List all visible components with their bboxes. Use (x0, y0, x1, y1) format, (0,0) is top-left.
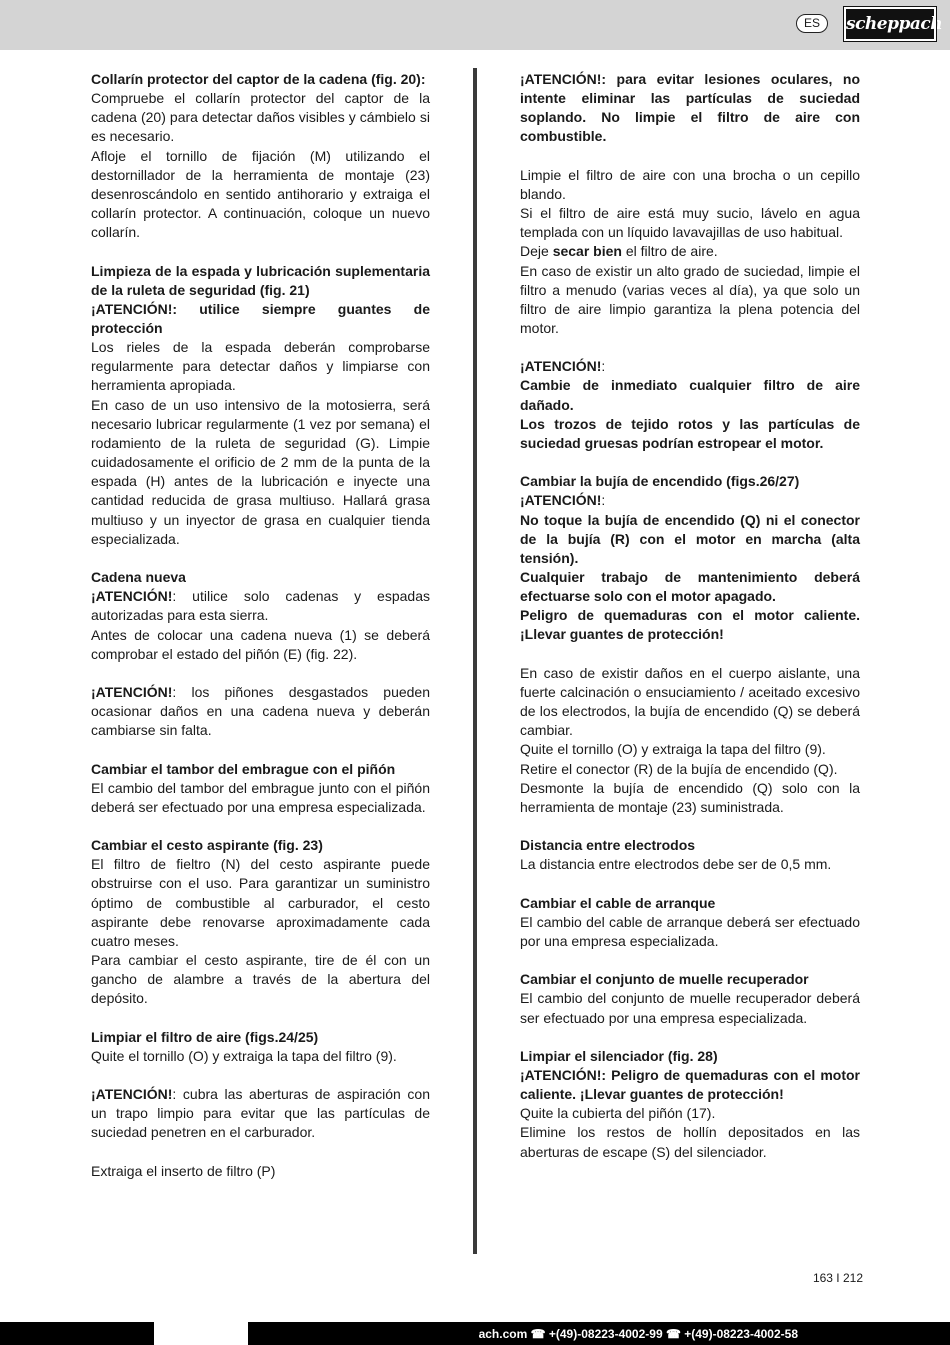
paragraph: El cambio del tambor del embrague junto con el piñón deberá ser efectuado por una empresa especializada. (91, 779, 430, 815)
section-title-air-filter: Limpiar el filtro de aire (figs.24/25) (91, 1028, 319, 1045)
warning-text: ¡ATENCIÓN!: Peligro de quemaduras con el motor caliente. ¡Llevar guantes de protección! (520, 1067, 860, 1103)
paragraph: El cambio del cable de arranque deberá ser efectuado por una empresa especializada. (520, 913, 860, 949)
warning-text: ¡ATENCIÓN!: cubra las aberturas de aspiración con un trapo limpio para evitar que las partículas de suciedad penetren en el carburador. (91, 1086, 430, 1141)
warning-text: Cambie de inmediato cualquier filtro de aire dañado. (520, 377, 860, 413)
section-title-suction-basket: Cambiar el cesto aspirante (fig. 23) (91, 837, 323, 854)
paragraph: Los rieles de la espada deberán comprobarse regularmente para detectar daños y limpiarse con herramienta apropiada. (91, 339, 430, 394)
paragraph: Extraiga el inserto de filtro (P) (91, 1162, 276, 1179)
section-title-recoil-spring: Cambiar el conjunto de muelle recuperador (520, 971, 809, 988)
section-title-starter-cable: Cambiar el cable de arranque (520, 894, 716, 911)
warning-text: ¡ATENCIÓN!: utilice solo cadenas y espadas autorizadas para esta sierra. (91, 588, 430, 624)
paragraph: La distancia entre electrodos debe ser de 0,5 mm. (520, 856, 832, 873)
language-badge: ES (796, 14, 828, 33)
section-title-spark-plug: Cambiar la bujía de encendido (figs.26/27) (520, 473, 800, 490)
paragraph: El cambio del conjunto de muelle recuperador deberá ser efectuado por una empresa especializada. (520, 990, 860, 1026)
paragraph: En caso de existir un alto grado de suciedad, limpie el filtro a menudo (varias veces al día), ya que solo un filtro de aire limpio garantiza la plena potencia del motor. (520, 262, 860, 337)
paragraph: Afloje el tornillo de fijación (M) utilizando el destornillador de la herramienta de montaje (23) desenroscándolo en sentido antihorario y extraiga el collarín protector. A continuación, coloque un nuevo collarín. (91, 147, 430, 241)
warning-text: ¡ATENCIÓN!: utilice siempre guantes de protección (91, 300, 430, 337)
section-title-chain-catcher: Collarín protector del captor de la cadena (fig. 20): (91, 71, 426, 87)
warning-text: ¡ATENCIÓN!: (520, 492, 606, 509)
column-divider (473, 68, 477, 1254)
paragraph: Quite el tornillo (O) y extraiga la tapa del filtro (9). (91, 1047, 397, 1064)
footer-bar-left (0, 1322, 154, 1345)
warning-text: ¡ATENCIÓN!: para evitar lesiones oculares, no intente eliminar las partículas de suciedad soplando. No limpie el filtro de aire con combustible. (520, 71, 860, 145)
paragraph: Quite la cubierta del piñón (17). (520, 1105, 716, 1122)
section-title-silencer: Limpiar el silenciador (fig. 28) (520, 1047, 718, 1064)
footer-contact: ach.com ☎ +(49)-08223-4002-99 ☎ +(49)-08223-4002-58 (478, 1327, 798, 1341)
warning-text: No toque la bujía de encendido (Q) ni el conector de la bujía (R) con el motor en marcha (alta tensión). (520, 511, 860, 566)
warning-text: Cualquier trabajo de mantenimiento deberá efectuarse solo con el motor apagado. (520, 569, 860, 605)
section-title-electrode-gap: Distancia entre electrodos (520, 837, 696, 854)
section-title-bar-cleaning: Limpieza de la espada y lubricación suplementaria de la ruleta de seguridad (fig. 21) (91, 262, 430, 298)
right-column (520, 70, 860, 1162)
warning-text: Los trozos de tejido rotos y las partículas de suciedad gruesas podrían estropear el motor. (520, 415, 860, 451)
paragraph: Desmonte la bujía de encendido (Q) solo con la herramienta de montaje (23) suministrada. (520, 779, 860, 815)
paragraph: Para cambiar el cesto aspirante, tire de él con un gancho de alambre a través de la abertura del depósito. (91, 952, 430, 1007)
left-column (91, 70, 430, 1181)
paragraph: Antes de colocar una cadena nueva (1) se deberá comprobar el estado del piñón (E) (fig. 22). (91, 626, 430, 662)
warning-text: ¡ATENCIÓN!: los piñones desgastados pueden ocasionar daños en una cadena nueva y deberán cambiarse sin falta. (91, 683, 430, 739)
section-title-clutch-drum: Cambiar el tambor del embrague con el piñón (91, 760, 396, 777)
section-title-new-chain: Cadena nueva (91, 569, 186, 586)
paragraph: Retire el conector (R) de la bujía de encendido (Q). (520, 760, 838, 777)
warning-text: ¡ATENCIÓN!: (520, 358, 606, 375)
paragraph: El filtro de fieltro (N) del cesto aspirante puede obstruirse con el uso. Para garantizar un suministro óptimo de combustible al carburador, el cesto aspirante debe renovarse aproximadamente cada cuatro meses. (91, 856, 430, 949)
warning-text: Peligro de quemaduras con el motor caliente. ¡Llevar guantes de protección! (520, 607, 860, 643)
paragraph: Si el filtro de aire está muy sucio, lávelo en agua templada con un líquido lavavajillas de uso habitual. (520, 205, 860, 241)
paragraph: Limpie el filtro de aire con una brocha o un cepillo blando. (520, 166, 860, 202)
page-number: 163 I 212 (812, 1271, 863, 1285)
paragraph: Deje secar bien el filtro de aire. (520, 243, 718, 260)
paragraph: Compruebe el collarín protector del captor de la cadena (20) para detectar daños visibles y cámbielo si es necesario. (91, 90, 430, 145)
paragraph: En caso de un uso intensivo de la motosierra, será necesario lubricar regularmente (1 vez por semana) el rodamiento de la ruleta de seguridad (G). Limpie cuidadosamente el orificio de 2 mm de la punta de la espada (H) antes de la lubricación e inyecte una cantidad reducida de grasa multiuso. Hallará grasa multiuso y un inyector de grasa en cualquier tienda especializada. (91, 396, 430, 547)
paragraph: En caso de existir daños en el cuerpo aislante, una fuerte calcinación o ensuciamiento / aceitado excesivo de los electrodos, la bujía de encendido (Q) se deberá cambiar. (520, 664, 860, 739)
brand-logo: scheppach (844, 7, 936, 41)
paragraph: Quite el tornillo (O) y extraiga la tapa del filtro (9). (520, 741, 826, 758)
paragraph: Elimine los restos de hollín depositados en las aberturas de escape (S) del silenciador. (520, 1124, 860, 1160)
